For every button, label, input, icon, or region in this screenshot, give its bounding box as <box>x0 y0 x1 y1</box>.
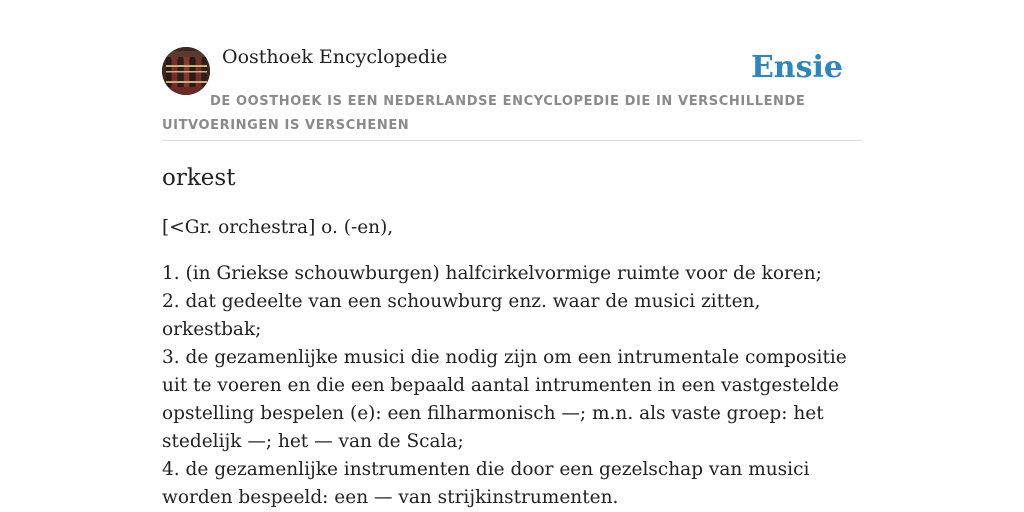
brand-logo-link[interactable]: Ensie <box>750 50 843 85</box>
site-tagline: DE OOSTHOEK IS EEN NEDERLANDSE ENCYCLOPEDIE DIE IN VERSCHILLENDE UITVOERINGEN IS VERSCHENEN <box>162 94 806 133</box>
definition-item: 2. dat gedeelte van een schouwburg enz. waar de musici zitten, orkestbak; <box>162 291 761 340</box>
definition-item: 4. de gezamenlijke instrumenten die door een gezelschap van musici worden bespeeld: een — van strijkinstrumenten. <box>162 459 810 508</box>
definition-list <box>162 260 862 512</box>
definition-item: 3. de gezamenlijke musici die nodig zijn om een intrumentale compositie uit te voeren en die een bepaald aantal intrumenten in een vastgestelde opstelling bespelen (e): een filharmonisch —; m.n. als vaste groep: het stedelijk —; het — van de Scala; <box>162 347 847 452</box>
entry-content <box>162 162 862 512</box>
encyclopedia-books-avatar[interactable] <box>162 47 210 95</box>
entry-etymology: [<Gr. orchestra] o. (-en), <box>162 217 394 238</box>
entry-title: orkest <box>162 165 236 191</box>
definition-item: 1. (in Griekse schouwburgen) halfcirkelvormige ruimte voor de koren; <box>162 263 822 284</box>
site-name[interactable]: Oosthoek Encyclopedie <box>222 46 448 68</box>
site-header <box>162 46 862 141</box>
